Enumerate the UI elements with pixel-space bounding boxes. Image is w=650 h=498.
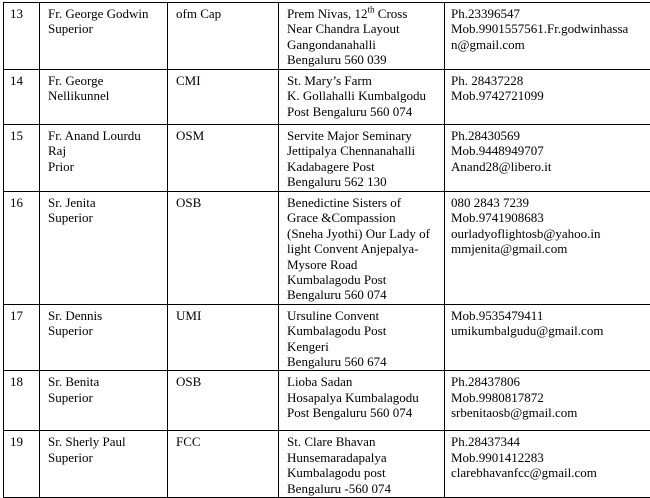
address-line: [287, 21, 440, 36]
contact-line: Ph.23396547: [451, 6, 646, 21]
contact-line: clarebhavanfcc@gmail.com: [451, 465, 646, 480]
address-cell: [279, 125, 445, 192]
contact-line: 080 2843 7239: [451, 195, 646, 210]
address-text: Lioba Sadan: [287, 374, 352, 389]
name-cell: [40, 431, 168, 498]
address-line: [287, 73, 440, 88]
contact-line: umikumbalgudu@gmail.com: [451, 323, 646, 338]
address-text: Cross: [375, 6, 408, 21]
address-text: Jettipalya Chennanahalli: [287, 143, 415, 158]
order-cell: [168, 125, 279, 192]
address-text: Grace &Compassion: [287, 210, 396, 225]
address-line: [287, 226, 440, 241]
address-text: Near Chandra Layout: [287, 21, 400, 36]
order-label: OSB: [176, 195, 274, 210]
name-line: Prior: [48, 159, 163, 174]
directory-row: [4, 70, 650, 125]
address-line: [287, 465, 440, 480]
address-text: Hosapalya Kumbalagodu: [287, 390, 419, 405]
address-text: Kumbalagodu Post: [287, 272, 386, 287]
contact-line: Anand28@libero.it: [451, 159, 646, 174]
contact-line: mmjenita@gmail.com: [451, 241, 646, 256]
ordinal-suffix: th: [368, 5, 375, 15]
name-cell: [40, 371, 168, 431]
address-text: Hunsemaradapalya: [287, 450, 387, 465]
address-line: [287, 159, 440, 174]
name-line: Raj: [48, 143, 163, 158]
order-label: FCC: [176, 434, 274, 449]
address-text: St. Clare Bhavan: [287, 434, 375, 449]
contact-line: n@gmail.com: [451, 37, 646, 52]
address-line: [287, 481, 440, 496]
address-line: [287, 434, 440, 449]
address-cell: [279, 304, 445, 371]
order-cell: [168, 3, 279, 70]
address-text: (Sneha Jyothi) Our Lady of: [287, 226, 430, 241]
address-cell: [279, 192, 445, 305]
serial-number-cell: [4, 192, 40, 305]
address-text: Kengeri: [287, 339, 329, 354]
order-cell: [168, 371, 279, 431]
address-line: [287, 104, 440, 119]
name-line: Superior: [48, 210, 163, 225]
address-text: Post Bengaluru 560 074: [287, 104, 412, 119]
name-line: Fr. George Godwin: [48, 6, 163, 21]
serial-number-cell: [4, 3, 40, 70]
directory-row: [4, 371, 650, 431]
address-line: [287, 241, 440, 256]
contact-line: Mob.9901412283: [451, 450, 646, 465]
name-line: Sr. Sherly Paul: [48, 434, 163, 449]
address-cell: [279, 371, 445, 431]
address-text: Benedictine Sisters of: [287, 195, 401, 210]
name-cell: [40, 125, 168, 192]
contact-line: ourladyoflightosb@yahoo.in: [451, 226, 646, 241]
address-line: [287, 37, 440, 52]
address-text: Bengaluru 560 039: [287, 52, 387, 67]
directory-row: [4, 192, 650, 305]
contact-cell: [445, 70, 650, 125]
address-cell: [279, 431, 445, 498]
address-text: Ursuline Convent: [287, 308, 379, 323]
contact-line: Mob.9980817872: [451, 390, 646, 405]
address-text: light Convent Anjepalya-: [287, 241, 418, 256]
serial-number-cell: [4, 125, 40, 192]
address-line: [287, 339, 440, 354]
address-text: Mysore Road: [287, 257, 357, 272]
address-text: St. Mary’s Farm: [287, 73, 372, 88]
serial-number: 18: [10, 374, 35, 389]
name-line: Fr. George: [48, 73, 163, 88]
address-line: [287, 143, 440, 158]
name-line: Superior: [48, 390, 163, 405]
contact-line: Ph.28430569: [451, 128, 646, 143]
directory-row: [4, 3, 650, 70]
name-cell: [40, 70, 168, 125]
order-label: OSB: [176, 374, 274, 389]
contact-cell: [445, 125, 650, 192]
contact-cell: [445, 3, 650, 70]
name-line: Sr. Dennis: [48, 308, 163, 323]
address-line: [287, 128, 440, 143]
contact-line: Mob.9742721099: [451, 88, 646, 103]
address-text: Kumbalagodu post: [287, 465, 386, 480]
serial-number: 17: [10, 308, 35, 323]
serial-number: 13: [10, 6, 35, 21]
name-cell: [40, 304, 168, 371]
address-text: Bengaluru -560 074: [287, 481, 391, 496]
order-cell: [168, 431, 279, 498]
order-label: OSM: [176, 128, 274, 143]
order-cell: [168, 70, 279, 125]
address-text: Kumbalagodu Post: [287, 323, 386, 338]
contact-cell: [445, 371, 650, 431]
address-line: [287, 308, 440, 323]
name-line: Superior: [48, 323, 163, 338]
contact-cell: [445, 304, 650, 371]
address-line: [287, 405, 440, 420]
serial-number-cell: [4, 431, 40, 498]
directory-table-body: [4, 3, 650, 498]
order-cell: [168, 192, 279, 305]
contact-line: Ph. 28437228: [451, 73, 646, 88]
contact-line: Ph.28437806: [451, 374, 646, 389]
address-line: [287, 450, 440, 465]
address-text: Bengaluru 560 674: [287, 354, 387, 369]
contact-line: Mob.9535479411: [451, 308, 646, 323]
address-text: Bengaluru 562 130: [287, 174, 387, 189]
address-text: Kadabagere Post: [287, 159, 375, 174]
address-text: Prem Nivas, 12: [287, 6, 368, 21]
name-cell: [40, 3, 168, 70]
address-line: [287, 374, 440, 389]
name-line: Superior: [48, 450, 163, 465]
directory-sheet: [3, 2, 650, 498]
contact-cell: [445, 192, 650, 305]
address-text: Gangondanahalli: [287, 37, 376, 52]
serial-number-cell: [4, 371, 40, 431]
name-line: Sr. Jenita: [48, 195, 163, 210]
address-line: [287, 272, 440, 287]
order-label: ofm Cap: [176, 6, 274, 21]
serial-number: 16: [10, 195, 35, 210]
contact-line: Mob.9741908683: [451, 210, 646, 225]
address-cell: [279, 3, 445, 70]
name-line: Superior: [48, 21, 163, 36]
address-text: Post Bengaluru 560 074: [287, 405, 412, 420]
address-line: [287, 354, 440, 369]
contact-cell: [445, 431, 650, 498]
address-text: K. Gollahalli Kumbalgodu: [287, 88, 426, 103]
address-line: [287, 210, 440, 225]
directory-row: [4, 431, 650, 498]
serial-number-cell: [4, 304, 40, 371]
contact-line: Mob.9901557561.Fr.godwinhassa: [451, 21, 646, 36]
directory-row: [4, 125, 650, 192]
name-line: Sr. Benita: [48, 374, 163, 389]
contact-line: Ph.28437344: [451, 434, 646, 449]
address-line: [287, 6, 440, 21]
serial-number: 14: [10, 73, 35, 88]
address-cell: [279, 70, 445, 125]
address-line: [287, 257, 440, 272]
address-line: [287, 195, 440, 210]
order-label: CMI: [176, 73, 274, 88]
address-line: [287, 174, 440, 189]
serial-number: 15: [10, 128, 35, 143]
contact-line: Mob.9448949707: [451, 143, 646, 158]
directory-row: [4, 304, 650, 371]
serial-number-cell: [4, 70, 40, 125]
serial-number: 19: [10, 434, 35, 449]
order-label: UMI: [176, 308, 274, 323]
address-line: [287, 390, 440, 405]
address-line: [287, 287, 440, 302]
name-cell: [40, 192, 168, 305]
name-line: Nellikunnel: [48, 88, 163, 103]
name-line: Fr. Anand Lourdu: [48, 128, 163, 143]
directory-table: [3, 2, 650, 498]
contact-line: srbenitaosb@gmail.com: [451, 405, 646, 420]
address-text: Servite Major Seminary: [287, 128, 412, 143]
address-text: Bengaluru 560 074: [287, 287, 387, 302]
address-line: [287, 52, 440, 67]
address-line: [287, 88, 440, 103]
order-cell: [168, 304, 279, 371]
address-line: [287, 323, 440, 338]
